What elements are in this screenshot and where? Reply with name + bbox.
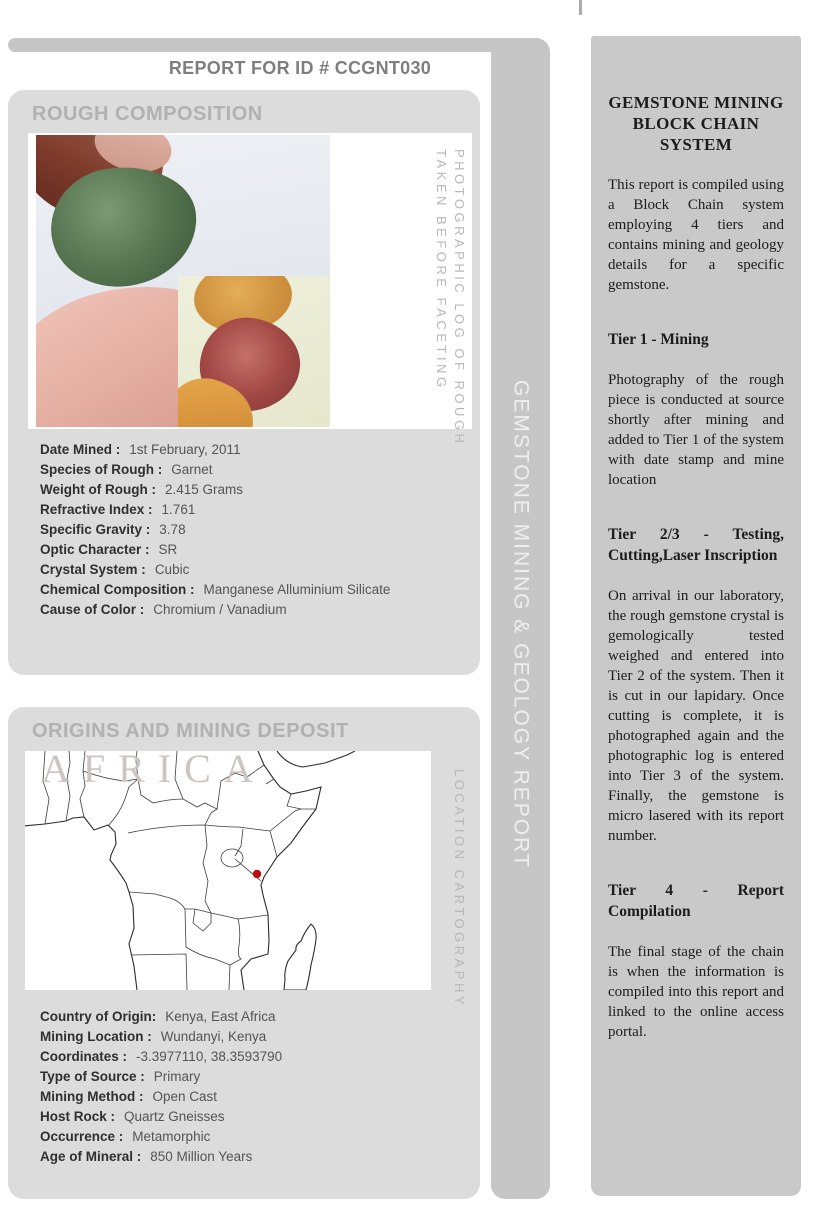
field-value: SR xyxy=(158,542,178,557)
field-row xyxy=(40,1029,282,1049)
field-label: Weight of Rough : xyxy=(40,482,156,497)
field-value: Chromium / Vanadium xyxy=(153,602,287,617)
field-label: Cause of Color : xyxy=(40,602,145,617)
blockchain-info-sidebar xyxy=(591,36,801,1196)
section-rough-composition xyxy=(8,90,480,675)
field-row xyxy=(40,1149,282,1169)
field-label: Type of Source : xyxy=(40,1069,145,1084)
sidebar-text-block: On arrival in our laboratory, the rough gemstone crystal is gemologically tested weighed and entered into Tier 2 of the system. Then it is cut in our lapidary. Once cutting is complete, it is photographed again and the photographic log is entered into Tier 3 of the system. Finally, the gemstone is micro lasered with its report number. xyxy=(608,588,784,844)
field-label: Chemical Composition : xyxy=(40,582,195,597)
field-value: 3.78 xyxy=(159,522,186,537)
sidebar-text-block: Tier 4 - Report Compilation xyxy=(608,882,784,920)
field-value: Primary xyxy=(153,1069,201,1084)
field-value: Metamorphic xyxy=(132,1129,211,1144)
field-row xyxy=(40,1009,282,1029)
section-title: ROUGH COMPOSITION xyxy=(32,103,263,125)
map-vertical-caption: LOCATION CARTOGRAPHY xyxy=(452,769,467,1009)
field-label: Refractive Index : xyxy=(40,502,153,517)
field-row xyxy=(40,1069,282,1089)
field-row xyxy=(40,602,390,622)
field-value: Wundanyi, Kenya xyxy=(160,1029,267,1044)
field-row xyxy=(40,1129,282,1149)
sidebar-text-block: This report is compiled using a Block Chain system employing 4 tiers and contains mining and geology details for a specific gemstone. xyxy=(608,177,784,293)
field-row xyxy=(40,562,390,582)
field-label: Specific Gravity : xyxy=(40,522,151,537)
field-value: Open Cast xyxy=(152,1089,218,1104)
rough-photo-red xyxy=(178,276,330,427)
field-value: Kenya, East Africa xyxy=(165,1009,276,1024)
field-value: Garnet xyxy=(171,462,213,477)
field-label: Mining Location : xyxy=(40,1029,152,1044)
field-value: 850 Million Years xyxy=(150,1149,253,1164)
rough-photo-panel xyxy=(28,133,472,447)
field-row xyxy=(40,542,390,562)
field-row xyxy=(40,482,390,502)
field-label: Age of Mineral : xyxy=(40,1149,142,1164)
sidebar-text-block: The final stage of the chain is when the information is compiled into this report and linked to the online access portal. xyxy=(608,944,784,1040)
page-title: REPORT FOR ID # CCGNT030 xyxy=(168,58,432,78)
section-title: ORIGINS AND MINING DEPOSIT xyxy=(32,720,349,742)
field-label: Date Mined : xyxy=(40,442,121,457)
section-origins-mining-deposit xyxy=(8,707,480,1199)
field-label: Mining Method : xyxy=(40,1089,144,1104)
field-value: -3.3977110, 38.3593790 xyxy=(136,1049,283,1064)
origins-fields xyxy=(40,1009,282,1169)
field-label: Optic Character : xyxy=(40,542,150,557)
field-label: Coordinates : xyxy=(40,1049,128,1064)
sidebar-text-block: Tier 1 - Mining xyxy=(608,331,709,348)
sidebar-title: GEMSTONE MINING BLOCK CHAIN SYSTEM xyxy=(608,93,784,154)
frame-top-bar xyxy=(8,38,550,52)
photo-caption-line2: TAKEN BEFORE FACETING xyxy=(434,149,449,391)
field-label: Crystal System : xyxy=(40,562,146,577)
field-row xyxy=(40,442,390,462)
field-label: Species of Rough : xyxy=(40,462,163,477)
field-value: Manganese Alluminium Silicate xyxy=(203,582,391,597)
top-tick-divider xyxy=(579,0,582,15)
rough-fields xyxy=(40,442,390,622)
photo-vertical-caption xyxy=(432,149,468,447)
field-value: Cubic xyxy=(154,562,190,577)
sidebar-blocks xyxy=(608,175,784,1042)
africa-watermark: AFRICA xyxy=(41,746,266,791)
vertical-title-band xyxy=(491,50,550,1199)
field-value: Quartz Gneisses xyxy=(124,1109,225,1124)
field-label: Host Rock : xyxy=(40,1109,116,1124)
mine-location-marker xyxy=(253,870,261,878)
photo-caption-line1: PHOTOGRAPHIC LOG OF ROUGH xyxy=(452,149,467,447)
field-row xyxy=(40,582,390,602)
field-value: 1st February, 2011 xyxy=(129,442,241,457)
sidebar-text-block: Tier 2/3 - Testing, Cutting,Laser Inscription xyxy=(608,526,784,564)
field-label: Occurrence : xyxy=(40,1129,124,1144)
field-value: 1.761 xyxy=(161,502,196,517)
field-row xyxy=(40,1089,282,1109)
field-row xyxy=(40,1109,282,1129)
sidebar-text-block: Photography of the rough piece is conducted at source shortly after mining and added to Tier 1 of the system with date stamp and mine location xyxy=(608,372,784,488)
location-map xyxy=(25,746,431,990)
field-row xyxy=(40,462,390,482)
field-row xyxy=(40,522,390,542)
field-value: 2.415 Grams xyxy=(164,482,244,497)
field-row xyxy=(40,1049,282,1069)
band-title: GEMSTONE MINING & GEOLOGY REPORT xyxy=(509,380,533,869)
field-row xyxy=(40,502,390,522)
field-label: Country of Origin: xyxy=(40,1009,157,1024)
